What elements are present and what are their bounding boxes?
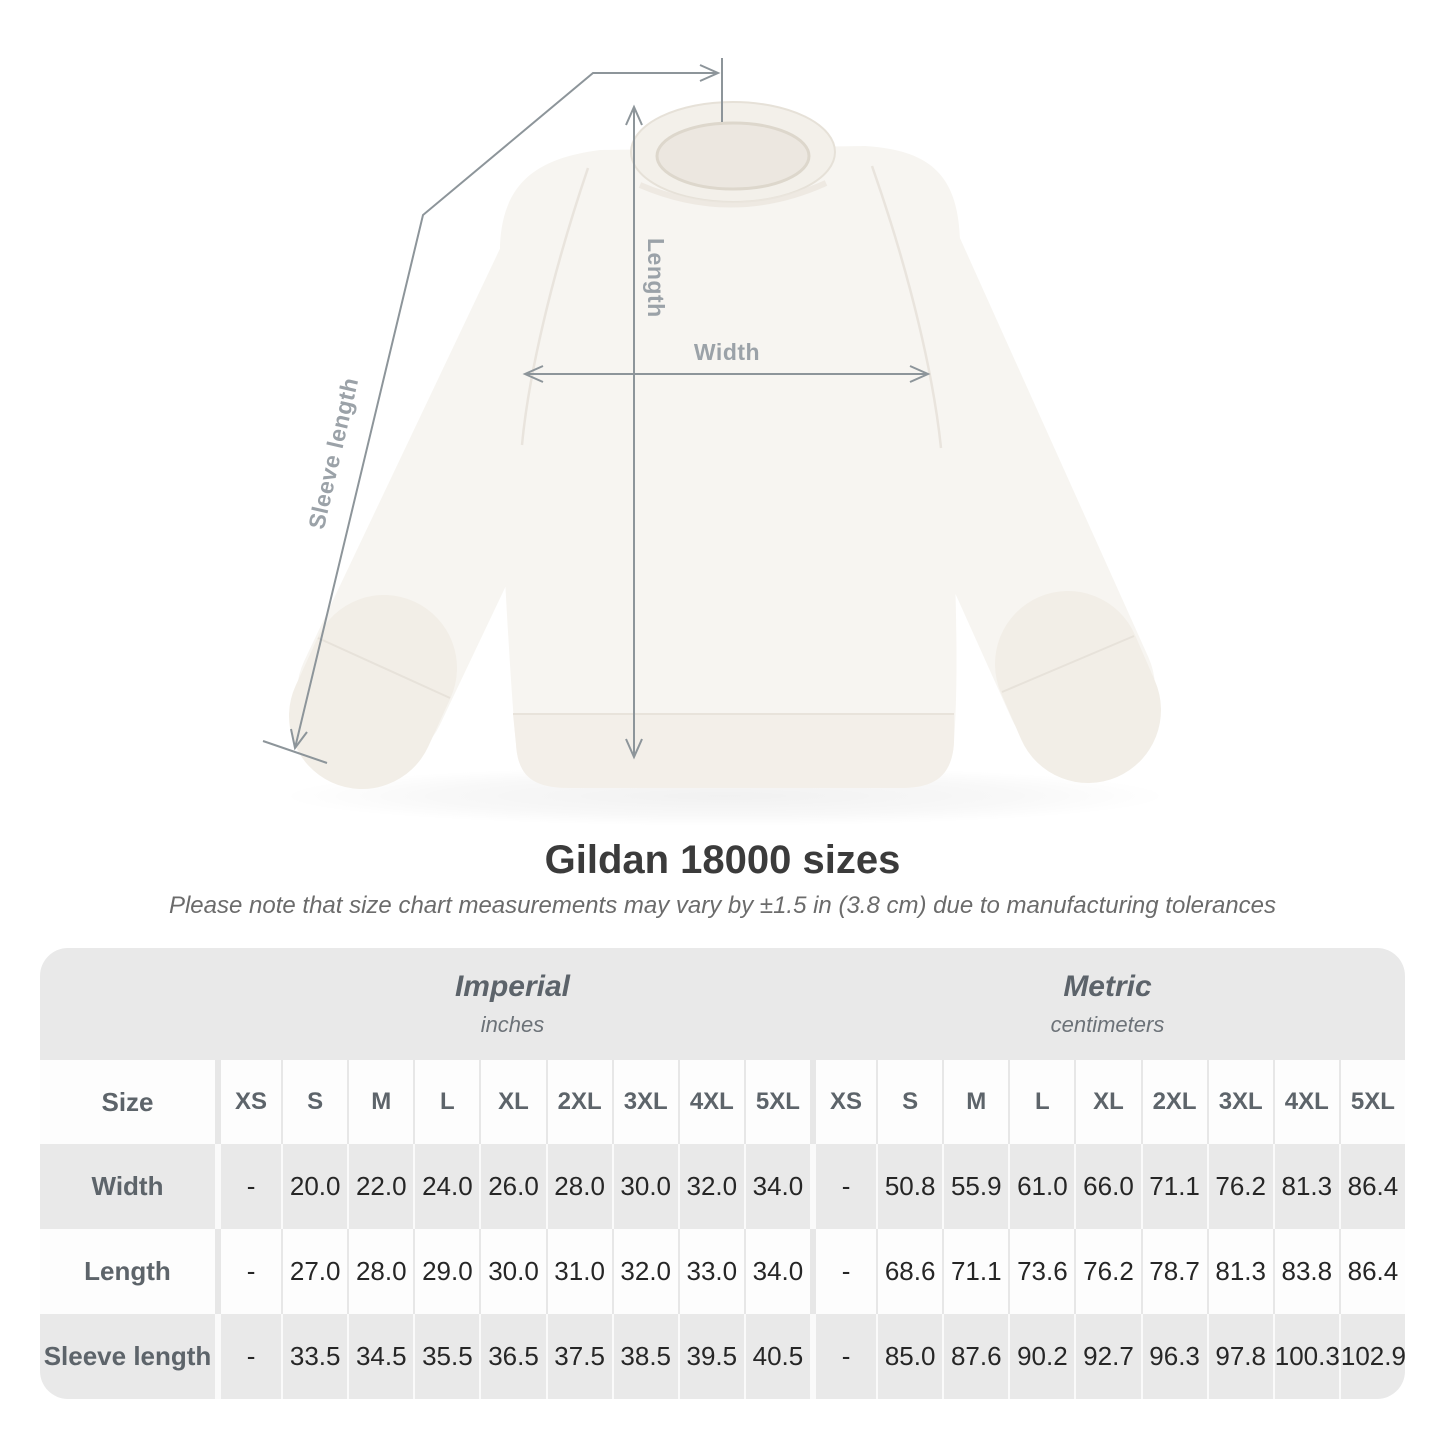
size-col-header-imperial: 2XL [546,1060,612,1144]
value-cell: 83.8 [1273,1229,1339,1314]
value-cell: 61.0 [1008,1144,1074,1229]
value-cell: 87.6 [942,1314,1008,1399]
value-cell: 102.9 [1339,1314,1405,1399]
value-cell: - [810,1314,876,1399]
size-col-header-imperial: S [281,1060,347,1144]
page-title: Gildan 18000 sizes [544,838,901,882]
value-cell: 28.0 [347,1229,413,1314]
value-cell: 36.5 [479,1314,545,1399]
size-table [40,948,1405,1399]
size-col-header-imperial: L [413,1060,479,1144]
width-label: Width [693,339,761,365]
table-row [40,1314,1405,1399]
value-cell: 28.0 [546,1144,612,1229]
value-cell: 31.0 [546,1229,612,1314]
value-cell: 29.0 [413,1229,479,1314]
table-row [40,1229,1405,1314]
value-cell: 40.5 [744,1314,810,1399]
value-cell: - [810,1229,876,1314]
value-cell: 73.6 [1008,1229,1074,1314]
size-col-header-metric: XL [1074,1060,1140,1144]
value-cell: 66.0 [1074,1144,1140,1229]
value-cell: 81.3 [1207,1229,1273,1314]
tolerance-note: Please note that size chart measurements may vary by ±1.5 in (3.8 cm) due to manufacturing tolerances [168,892,1277,919]
value-cell: 76.2 [1207,1144,1273,1229]
value-cell: 71.1 [1141,1144,1207,1229]
size-col-header-metric: 2XL [1141,1060,1207,1144]
table-row [40,1144,1405,1229]
row-label: Sleeve length [40,1314,215,1399]
value-cell: 81.3 [1273,1144,1339,1229]
value-cell: 34.0 [744,1229,810,1314]
length-label: Length [643,238,669,318]
value-cell: 26.0 [479,1144,545,1229]
row-label: Length [40,1229,215,1314]
value-cell: 85.0 [876,1314,942,1399]
value-cell: 100.3 [1273,1314,1339,1399]
size-col-header-imperial: 3XL [612,1060,678,1144]
value-cell: 24.0 [413,1144,479,1229]
size-header-row [40,1060,1405,1144]
unit-header-row [40,948,1405,1060]
value-cell: - [215,1229,281,1314]
sweatshirt-body [318,102,1134,788]
size-col-header-metric: L [1008,1060,1074,1144]
value-cell: 68.6 [876,1229,942,1314]
metric-unit: centimeters [1050,1012,1165,1037]
row-label: Width [40,1144,215,1229]
value-cell: 22.0 [347,1144,413,1229]
value-cell: 32.0 [612,1229,678,1314]
size-col-header-metric: 3XL [1207,1060,1273,1144]
sleeve-length-label: Sleeve length [303,374,364,532]
value-cell: 37.5 [546,1314,612,1399]
value-cell: 34.5 [347,1314,413,1399]
value-cell: 55.9 [942,1144,1008,1229]
value-cell: 39.5 [678,1314,744,1399]
size-col-header-imperial: XS [215,1060,281,1144]
size-col-header-metric: M [942,1060,1008,1144]
value-cell: 34.0 [744,1144,810,1229]
imperial-unit: inches [480,1012,545,1037]
value-cell: 78.7 [1141,1229,1207,1314]
size-header-label: Size [40,1060,215,1144]
value-cell: 90.2 [1008,1314,1074,1399]
size-col-header-imperial: 4XL [678,1060,744,1144]
size-col-header-imperial: M [347,1060,413,1144]
value-cell: 38.5 [612,1314,678,1399]
value-cell: 27.0 [281,1229,347,1314]
imperial-label: Imperial [454,970,571,1003]
metric-label: Metric [1063,970,1152,1003]
unit-group-imperial [215,948,810,1060]
value-cell: 32.0 [678,1144,744,1229]
size-col-header-metric: 5XL [1339,1060,1405,1144]
value-cell: 96.3 [1141,1314,1207,1399]
value-cell: - [215,1314,281,1399]
value-cell: 86.4 [1339,1144,1405,1229]
size-col-header-metric: 4XL [1273,1060,1339,1144]
value-cell: 50.8 [876,1144,942,1229]
value-cell: 92.7 [1074,1314,1140,1399]
value-cell: - [810,1144,876,1229]
value-cell: 20.0 [281,1144,347,1229]
value-cell: 86.4 [1339,1229,1405,1314]
size-col-header-imperial: 5XL [744,1060,810,1144]
size-col-header-metric: XS [810,1060,876,1144]
value-cell: 97.8 [1207,1314,1273,1399]
unit-group-metric [810,948,1405,1060]
value-cell: 76.2 [1074,1229,1140,1314]
size-col-header-imperial: XL [479,1060,545,1144]
value-cell: 30.0 [479,1229,545,1314]
value-cell: - [215,1144,281,1229]
value-cell: 33.5 [281,1314,347,1399]
value-cell: 71.1 [942,1229,1008,1314]
value-cell: 33.0 [678,1229,744,1314]
value-cell: 30.0 [612,1144,678,1229]
size-col-header-metric: S [876,1060,942,1144]
unit-header-spacer [40,948,215,1060]
value-cell: 35.5 [413,1314,479,1399]
